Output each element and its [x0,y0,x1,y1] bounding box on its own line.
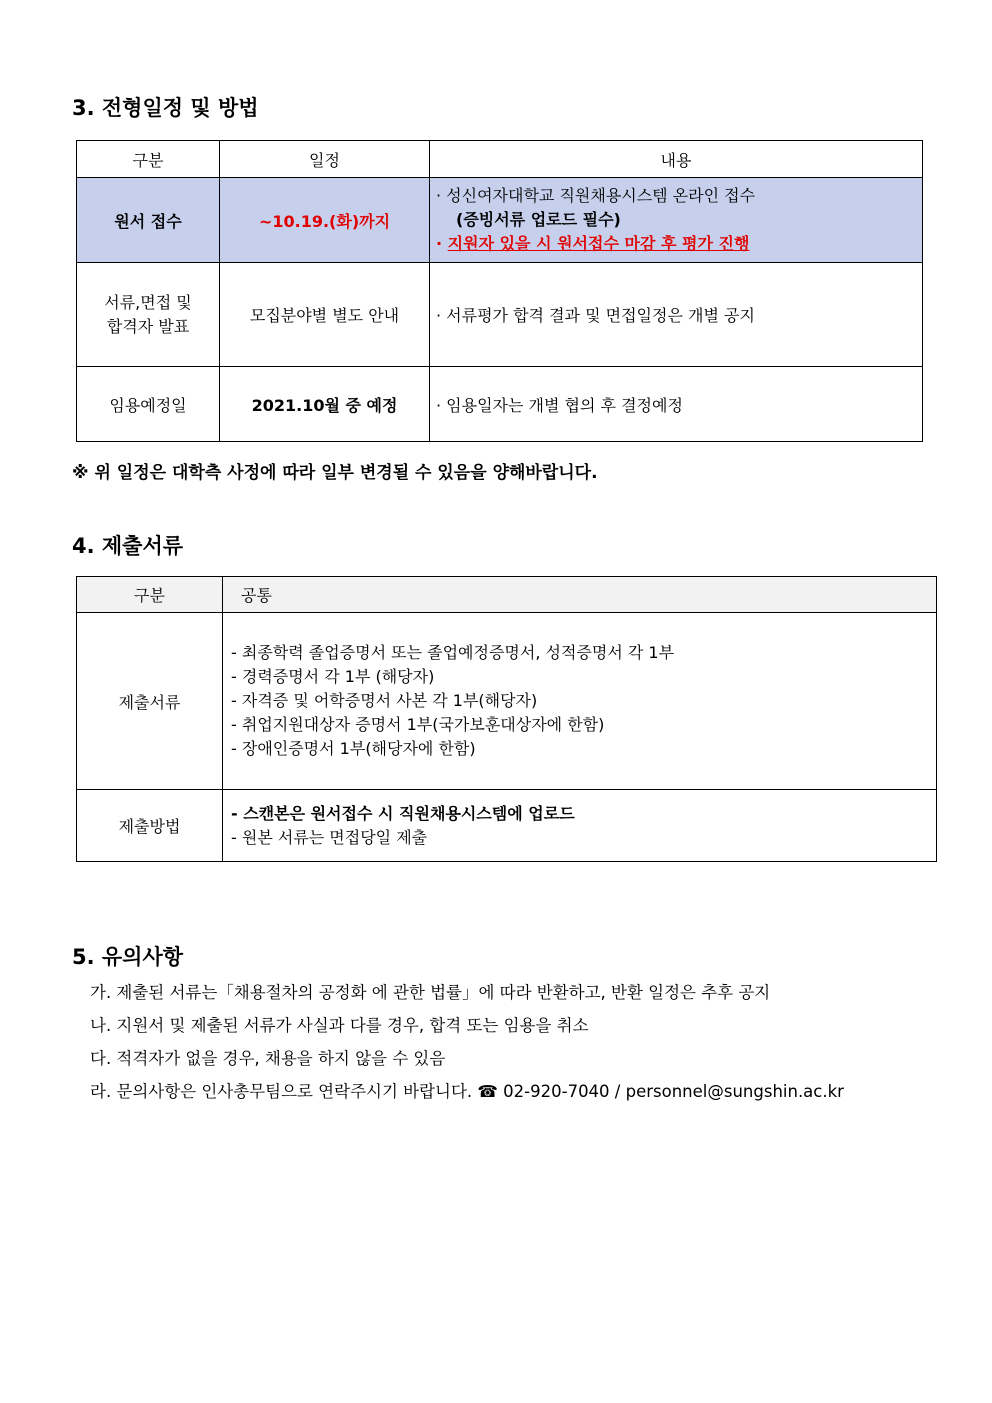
schedule-header-row [77,141,923,178]
content-line-notice [436,232,922,256]
documents-row-method [77,790,937,862]
method-item: - 스캔본은 원서접수 시 직원채용시스템에 업로드 [231,803,575,823]
content-line: · 성신여자대학교 직원채용시스템 온라인 접수 [436,186,756,205]
row-category: 임용예정일 [77,367,220,442]
row-items [223,613,937,790]
category-line: 합격자 발표 [106,316,190,336]
schedule-table [76,140,923,442]
header-schedule: 일정 [220,141,430,178]
row-category [77,263,220,367]
row-schedule: 2021.10월 중 예정 [220,367,430,442]
row-schedule: 모집분야별 별도 안내 [220,263,430,367]
bullet: · [436,234,448,253]
category-line: 서류,면접 및 [104,292,192,312]
notes-item: 가. 제출된 서류는「채용절차의 공정화 에 관한 법률」에 따라 반환하고, 반환 일정은 추후 공지 [90,983,771,1002]
header-category: 구분 [77,141,220,178]
notes-item: 다. 적격자가 없을 경우, 채용을 하지 않을 수 있음 [90,1049,446,1068]
documents-table [76,576,937,862]
document-item: - 취업지원대상자 증명서 1부(국가보훈대상자에 한함) [231,715,605,734]
document-item: - 경력증명서 각 1부 (해당자) [231,667,435,686]
row-category: 원서 접수 [77,178,220,263]
content-line: (증빙서류 업로드 필수) [456,210,621,229]
method-item: - 원본 서류는 면접당일 제출 [231,827,428,847]
row-schedule: ~10.19.(화)까지 [220,178,430,263]
schedule-row-announcement [77,263,923,367]
header-common: 공통 [223,577,937,613]
row-content: · 임용일자는 개별 협의 후 결정예정 [430,367,923,442]
document-item: - 최종학력 졸업증명서 또는 졸업예정증명서, 성적증명서 각 1부 [231,643,675,662]
schedule-row-appointment [77,367,923,442]
row-items [223,790,937,862]
document-item: - 자격증 및 어학증명서 사본 각 1부(해당자) [231,691,538,710]
schedule-row-application [77,178,923,263]
section-4-title: 4. 제출서류 [72,534,184,558]
documents-row-required [77,613,937,790]
notes-item: 나. 지원서 및 제출된 서류가 사실과 다를 경우, 합격 또는 임용을 취소 [90,1016,589,1035]
notes-item: 라. 문의사항은 인사총무팀으로 연락주시기 바랍니다. ☎ 02-920-7040 / personnel@sungshin.ac.kr [90,1082,844,1101]
row-content [430,178,923,263]
notice-text: 지원자 있을 시 원서접수 마감 후 평가 진행 [447,234,750,253]
row-category: 제출방법 [77,790,223,862]
documents-header-row [77,577,937,613]
document-item: - 장애인증명서 1부(해당자에 한함) [231,739,476,758]
schedule-note: ※ 위 일정은 대학측 사정에 따라 일부 변경될 수 있음을 양해바랍니다. [72,463,598,483]
section-5-title: 5. 유의사항 [72,945,184,969]
section-3-title: 3. 전형일정 및 방법 [72,96,259,120]
header-category: 구분 [77,577,223,613]
header-content: 내용 [430,141,923,178]
notes-list [90,978,844,1110]
row-content: · 서류평가 합격 결과 및 면접일정은 개별 공지 [430,263,923,367]
row-category: 제출서류 [77,613,223,790]
